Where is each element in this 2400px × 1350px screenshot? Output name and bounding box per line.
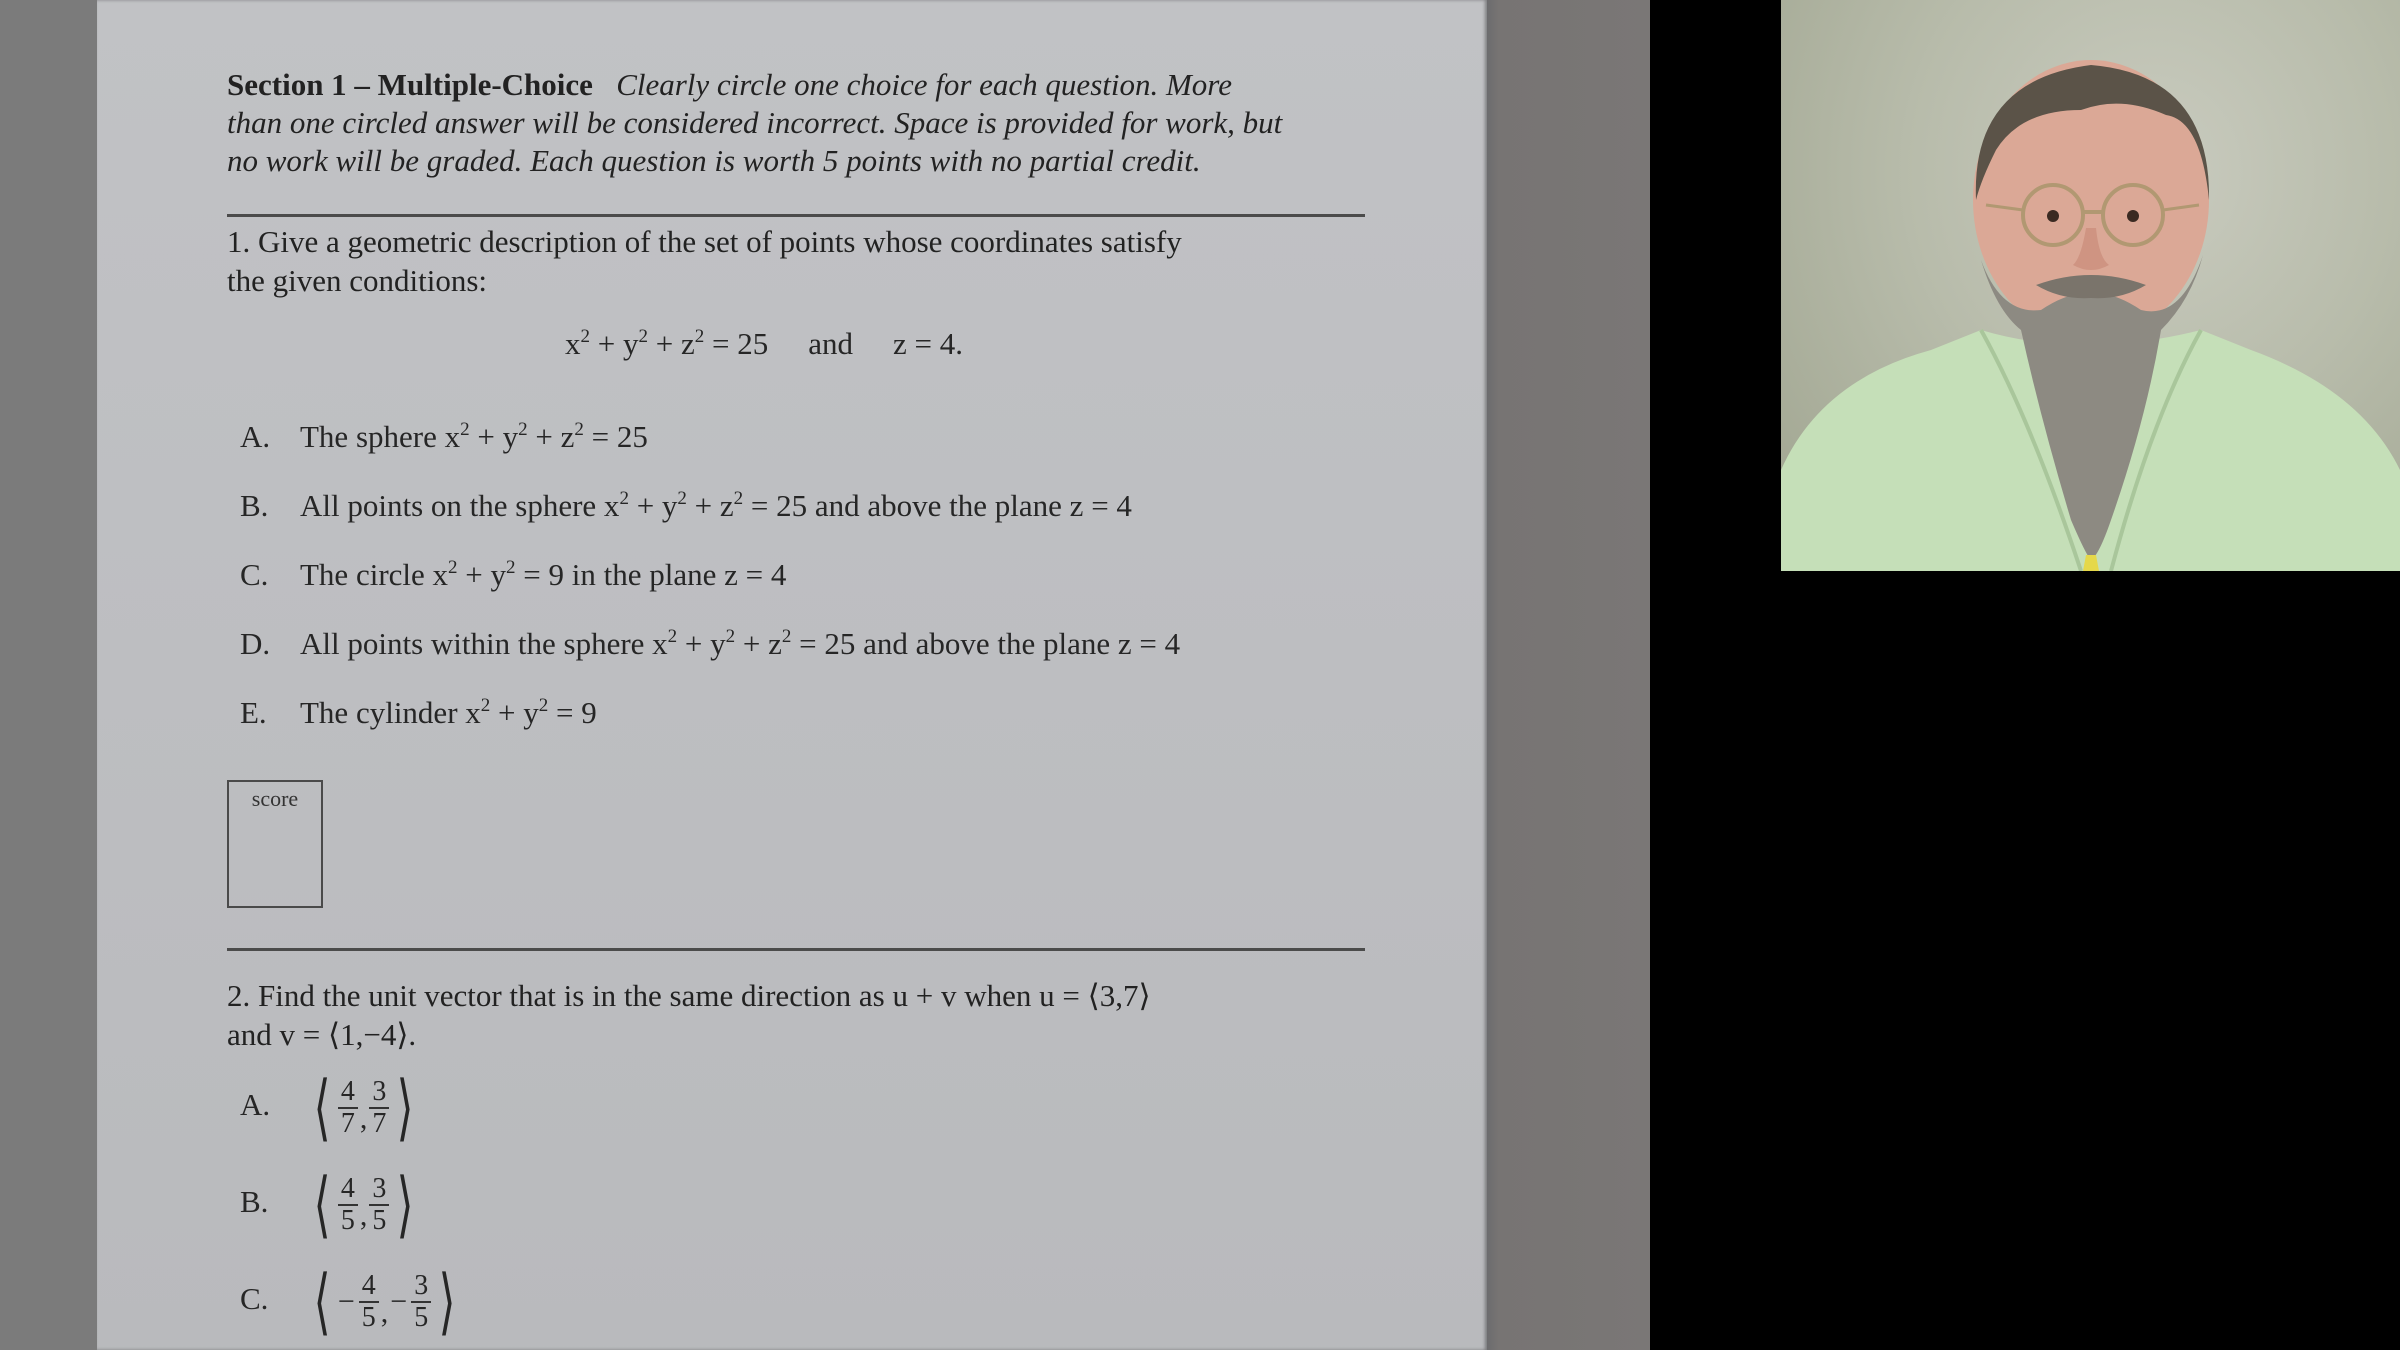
section-instructions-3: no work will be graded. Each question is worth 5 points with no partial credit. (227, 143, 1201, 178)
bleed-through-text (277, 880, 285, 914)
vector-expression: ⟨ − $\frac{4}{5}$ , − $\frac{3}{5}$ ⟩ (313, 1262, 456, 1342)
q2-option-a[interactable]: A. ⟨ $\frac{4}{7}$ , $\frac{3}{7}$ ⟩ (240, 1072, 419, 1144)
score-label: score (251, 786, 299, 811)
q2-option-c[interactable]: C. ⟨ − $\frac{4}{5}$ , − $\frac{3}{5}$ ⟩ (240, 1266, 461, 1338)
q2-option-b[interactable]: B. ⟨ $\frac{4}{5}$ , $\frac{3}{5}$ ⟩ (240, 1169, 419, 1241)
presenter-silhouette-icon (1781, 0, 2400, 571)
question-1-prompt (227, 222, 1377, 300)
divider-rule (227, 948, 1365, 951)
exam-paper (97, 0, 1487, 1350)
desk-surface (1487, 0, 1650, 1350)
q1-option-a[interactable]: A. The sphere $x^2 + y^2 + z^2 = 25$ (240, 419, 648, 454)
q1-option-c[interactable]: C. The circle $x^2 + y^2 = 9$ in the plane z = 4 (240, 557, 787, 592)
section-title: Section 1 – Multiple-Choice (227, 67, 593, 102)
q1-option-d[interactable]: D. All points within the sphere $x^2 + y^2 + z^2 = 25$ and above the plane z = 4 (240, 626, 1181, 661)
section-instructions-2: than one circled answer will be considered incorrect. Space is provided for work, but (227, 105, 1283, 140)
q1-option-b[interactable]: B. All points on the sphere $x^2 + y^2 + z^2 = 25$ and above the plane z = 4 (240, 488, 1132, 523)
question-text-line2: the given conditions: (227, 263, 488, 298)
vector-expression: ⟨ $\frac{4}{5}$ , $\frac{3}{5}$ ⟩ (313, 1165, 414, 1245)
question-number: 2. (227, 978, 251, 1013)
display-equation: $x^2 + y^2 + z^2 = 25$ and z = 4. (565, 326, 963, 361)
vector-expression: ⟨ $\frac{4}{7}$ , $\frac{3}{7}$ ⟩ (313, 1068, 414, 1148)
section-instructions-1: Clearly circle one choice for each question. More (616, 67, 1232, 102)
question-number: 1. (227, 224, 251, 259)
equation-connector: and (808, 326, 853, 361)
presenter-webcam (1781, 0, 2400, 571)
question-text-line1: Find the unit vector that is in the same direction as u + v when u = ⟨3,7⟩ (258, 978, 1151, 1013)
question-text-line1: Give a geometric description of the set of points whose coordinates satisfy (258, 224, 1182, 259)
question-2-prompt (227, 976, 1377, 1054)
divider-rule (227, 214, 1365, 217)
q1-option-e[interactable]: E. The cylinder $x^2 + y^2 = 9$ (240, 695, 597, 730)
section-heading (227, 66, 1367, 180)
score-box (227, 780, 323, 908)
question-text-line2: and v = ⟨1,−4⟩. (227, 1017, 417, 1052)
